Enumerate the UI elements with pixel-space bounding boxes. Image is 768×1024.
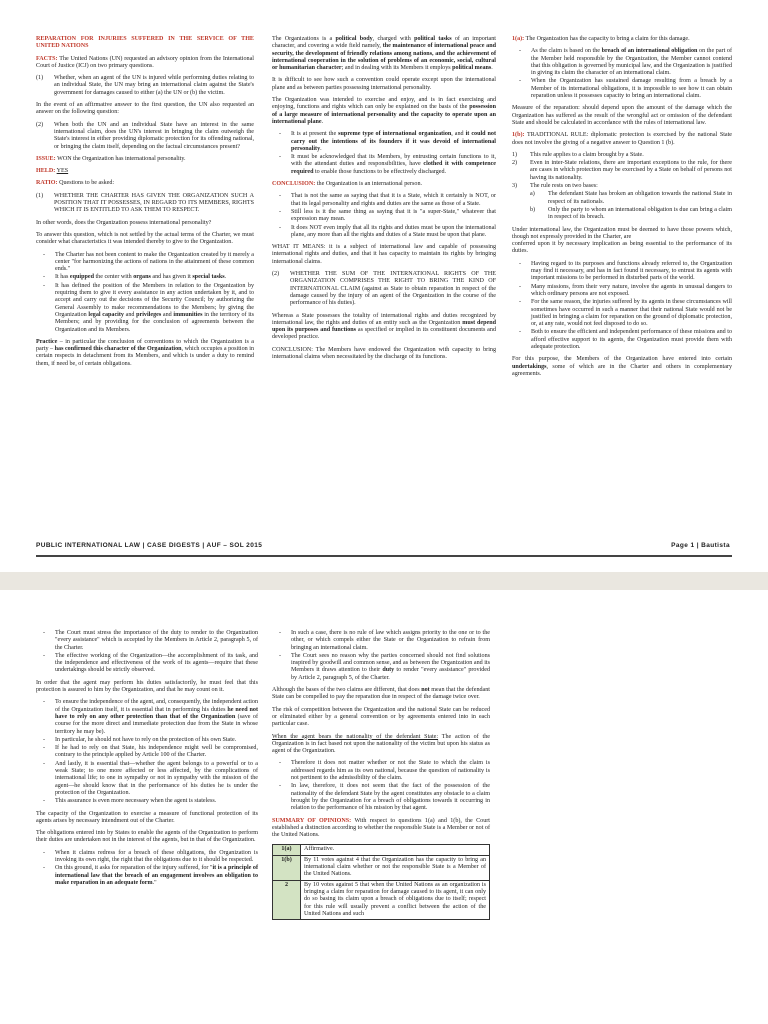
summary-answer: By 10 votes against 5 that when the United Nations as an organization is bringing a claim for reparation for damage caused to its agent, it can only do so basing its claim upon a breach of obligations due to itself; respect for this rule will usually prevent a conflict between the action of the United Nations and such	[301, 880, 490, 919]
held-paragraph: HELD: YES	[36, 168, 69, 175]
missions-bullets	[512, 261, 732, 352]
redress-bullets	[36, 850, 258, 887]
bullet-item: - When it claims redress for a breach of these obligations, the Organization is invoking its own right, the right that the obligations due to it should be respected.	[36, 850, 258, 865]
conclusion-paragraph: CONCLUSION: the Organization is an international person.	[272, 181, 423, 188]
bullet-item: - To ensure the independence of the agent, and, consequently, the independent action of the Organization itself, it is essential that in performing his duties he need not have to rely on any other protection than that of the Organization (save of course for the more direct and immediate protection due from the State in whose territory he may be).	[36, 699, 258, 735]
question-1a-paragraph: 1(a): The Organization has the capacity to bring a claim for this damage.	[512, 36, 690, 42]
question-2: (2) When both the UN and an individual State have an interest in the same international claim, does the UN's interest in bringing the claim outweigh the State's interest in either providing diplomatic protection for its offending national, or bringing the claim itself, depending on the factual circumstances present?	[36, 121, 254, 150]
footer-rule	[36, 555, 732, 557]
rule-list	[512, 152, 732, 222]
summary-table	[272, 844, 490, 920]
question-1b-paragraph: 1(b): TRADITIONAL RULE: diplomatic protection is exercised by the national State does not involve the giving of a negative answer to Question 1 (b).	[512, 132, 732, 146]
political-body-paragraph: The Organizations is a political body, charged with political tasks of an important character, and covering a wide field namely, the maintenance of international peace and security, the development of friendly relations among nations, and the achievement of international cooperation in the solution of problems of an economic, social, cultural or humanitarian character; and in dealing with its Members it employs political means.	[272, 36, 496, 72]
purpose-paragraph: For this purpose, the Members of the Organization have entered into certain undertakings, some of which are in the Charter and others in complementary agreements.	[512, 356, 732, 377]
bullet-item: - Therefore it does not matter whether or not the State to which the claim is addressed regards him as its own national, because the question of nationality is not pertinent to the admissibility of the claim.	[272, 760, 490, 782]
summary-answer: By 11 votes against 4 that the Organization has the capacity to bring an international claim whether or not the responsible State is a Member of the United Nations.	[301, 855, 490, 880]
capacity-paragraph: The capacity of the Organization to exercise a measure of functional protection of its agents arises by necessary intendment out of the Charter.	[36, 810, 258, 824]
question-list-2	[36, 122, 254, 151]
ratio-list-2	[272, 271, 496, 307]
page-footer	[36, 542, 732, 552]
nationality-bullets	[272, 760, 490, 812]
bullet-item: - On this ground, it asks for reparation of the injury suffered, for "it is a principle of international law that the breach of an engagement involves an obligation to make reparation in an adequate form."	[36, 865, 258, 887]
nationality-paragraph: When the agent bears the nationality of the defendant State: The action of the Organization is in fact based not upon the nationality of the victim but upon his status as agent of the Organization.	[272, 733, 490, 755]
intended-paragraph: The Organization was intended to exercise and enjoy, and is in fact exercising and enjoying, functions and rights which can only be explained on the basis of the possession of a large measure of international personality and the capacity to operate upon an international plane.	[272, 97, 496, 125]
bullet-item: - The Court sees no reason why the parties concerned should not find solutions inspired by goodwill and common sense, and as between the Organization and its Members it draws attention to their duty to render "every assistance" provided by Article 2, paragraph 5, of the Charter.	[272, 653, 490, 682]
bullet-item: - If he had to rely on that State, his independence might well be compromised, contrary to the principle applied by Article 100 of the Charter.	[36, 745, 258, 760]
page2-column-2	[272, 630, 490, 920]
bullet-item: - When the Organization has sustained damage resulting from a breach by a Member of its international obligations, it is impossible to see how it can obtain reparation unless it possesses capacity to bring an international claim.	[512, 78, 732, 100]
what-it-means-paragraph: WHAT IT MEANS: it is a subject of international law and capable of possessing international rights and duties, and that it has capacity to maintain its rights by bringing international claims.	[272, 244, 496, 265]
question-list	[36, 75, 254, 97]
bullet-item: - The Charter has not been content to make the Organization created by it merely a center "for harmonizing the actions of nations in the attainment of these common ends."	[36, 252, 254, 274]
bullet-item: - In law, therefore, it does not seem that the fact of the possession of the nationality of the defendant State by the agent constitutes any obstacle to a claim brought by the Organization for a breach of obligations towards it occurring in relation to the performance of his mission by that agent.	[272, 783, 490, 812]
bullet-item: - This assurance is even more necessary when the agent is stateless.	[36, 798, 258, 805]
bullet-item: - Both to ensure the efficient and independent performance of these missions and to afford effective support to its agents, the Organization must provide them with adequate protection.	[512, 329, 732, 351]
bullet-item: - In particular, he should not have to rely on the protection of his own State.	[36, 737, 258, 744]
although-paragraph: Although the bases of the two claims are different, that does not mean that the defendant State can be compelled to pay the reparation due in respect of the damage twice over.	[272, 687, 490, 701]
personality-bullets	[272, 131, 496, 176]
rule-subitem: b) Only the party to whom an international obligation is due can bring a claim in respect of its breach.	[530, 206, 732, 221]
obligations-paragraph: The obligations entered into by States to enable the agents of the Organization to perform their duties are undertaken not in the interest of the agents, but in that of the Organization.	[36, 830, 258, 844]
bullet-item: - As the claim is based on the breach of an international obligation on the part of the Member held responsible by the Organization, the Member cannot contend that this obligation is governed by municipal law, and the Organization is justified in giving its claim the character of an international claim.	[512, 48, 732, 77]
footer-title: PUBLIC INTERNATIONAL LAW | CASE DIGESTS | AUF – SOL 2015	[36, 542, 263, 549]
facts-paragraph: FACTS: The United Nations (UN) requested an advisory opinion from the International Court of Justice (ICJ) on two primary questions.	[36, 55, 254, 69]
bullet-item: - It has defined the position of the Members in relation to the Organization by requiring them to give it every assistance in any action undertaken by it, and to accept and carry out the decisions of the Security Council; by authorizing the General Assembly to make recommendations to the Members; by giving the Organization legal capacity and privileges and immunities in the territory of its Members; and by providing for the conclusion of agreements between the Organization and its Members.	[36, 283, 254, 334]
order-paragraph: In order that the agent may perform his duties satisfactorily, he must feel that this protection is assured to him by the Organization, and that he may count on it.	[36, 679, 258, 694]
summary-row	[273, 855, 490, 880]
bullet-item: - The Court must stress the importance of the duty to render to the Organization "every assistance" which is accepted by the Members in Article 2, paragraph 5, of the Charter.	[36, 630, 258, 652]
summary-question: 2	[273, 880, 301, 919]
bullet-item: - Many missions, from their very nature, involve the agents in unusual dangers to which ordinary persons are not exposed.	[512, 284, 732, 299]
ratio-question-1: (1) WHETHER THE CHARTER HAS GIVEN THE ORGANIZATION SUCH A POSITION THAT IT POSSESSES, IN REGARD TO ITS MEMBERS, RIGHTS WHICH IT IS ENTITLED TO ASK THEM TO RESPECT.	[36, 192, 254, 214]
charter-bullets	[36, 252, 254, 334]
rule-subitem: a) The defendant State has broken an obligation towards the national State in respect of its nationals.	[530, 191, 732, 205]
page1-column-3	[512, 36, 732, 383]
page1-column-2	[272, 36, 496, 366]
conclusion-2-paragraph: CONCLUSION: The Members have endowed the Organization with capacity to bring international claims when necessitated by the discharge of its functions.	[272, 346, 496, 360]
summary-answer: Affirmative.	[301, 845, 490, 855]
bullet-item: - And lastly, it is essential that—whether the agent belongs to a powerful or to a weak State; to one more affected or less affected, by the complications of international life; to one in sympathy or not in sympathy with the mission of the agent—he should know that in the performance of his duties he is under the protection of the Organization.	[36, 761, 258, 797]
bullet-item: - The effective working of the Organization—the accomplishment of its task, and the independence and effectiveness of the work of its agents—require that these undertakings should be strictly observed.	[36, 653, 258, 675]
risk-paragraph: The risk of competition between the Organization and the national State can be reduced or eliminated either by a general convention or by agreements entered into in each particular case.	[272, 706, 490, 728]
bullet-item: - It must be acknowledged that its Members, by entrusting certain functions to it, with the attendant duties and responsibilities, have clothed it with competence required to enable those functions to be effectively discharged.	[272, 154, 496, 176]
bullet-item: - It does NOT even imply that all its rights and duties must be upon the international plane, any more than all the rights and duties of a State must be upon that plane.	[272, 225, 496, 240]
ratio-list	[36, 193, 254, 215]
rule-item: 3) The rule rests on two bases:	[512, 183, 598, 190]
not-state-bullets	[272, 193, 496, 239]
bullet-item: - That is not the same as saying that that it is a State, which it certainly is NOT, or that its legal personality and rights and duties are the same as those of a State.	[272, 193, 496, 208]
practice-paragraph: Practice – in particular the conclusion of conventions to which the Organization is a party – has confirmed this character of the Organization, which occupies a position in certain respects in detachment from its Members, and which is under a duty to remind them, if need be, of certain obligations.	[36, 338, 254, 367]
convention-paragraph: It is difficult to see how such a convention could operate except upon the international plane and as between parties possessing international personality.	[272, 77, 496, 91]
rule-item: 1) This rule applies to a claim brought by a State.	[512, 151, 644, 158]
other-words-paragraph: In other words, does the Organization possess international personality?	[36, 219, 212, 226]
page1-column-1	[36, 36, 254, 373]
bullet-item: - It has equipped the center with organs and has given it special tasks.	[36, 274, 254, 281]
bullet-item: - For the same reason, the injuries suffered by its agents in these circumstances will sometimes have occurred in such a manner that their national State would not be justified in bringing a claim for reparation on the ground of diplomatic protection, or, at any rate, would not feel disposed to do so.	[512, 299, 732, 328]
issue-paragraph: ISSUE: WON the Organization has international personality.	[36, 155, 186, 162]
footer-page-number: Page 1 | Bautista	[671, 542, 730, 549]
assistance-bullets	[36, 630, 258, 675]
document-page-2	[0, 590, 768, 1024]
bullet-item: - It is at present the supreme type of international organization, and it could not carry out the intentions of its founders if it was devoid of international personality.	[272, 131, 496, 153]
affirmative-paragraph: In the event of an affirmative answer to the first question, the UN also requested an answer on the following question:	[36, 102, 254, 116]
priority-bullets	[272, 630, 490, 682]
summary-row	[273, 845, 490, 855]
case-title: REPARATION FOR INJURIES SUFFERED IN THE SERVICE OF THE UNITED NATIONS	[36, 36, 254, 50]
summary-question: 1(a)	[273, 845, 301, 855]
page2-column-1	[36, 630, 258, 892]
question-1: (1) Whether, when an agent of the UN is injured while performing duties relating to an individual State, the UN may bring an international claim against the State's government for damages caused to either (a) the UN or (b) the victim.	[36, 75, 254, 96]
independence-bullets	[36, 699, 258, 805]
measure-paragraph: Measure of the reparation: should depend upon the amount of the damage which the Organization has suffered as the result of the wrongful act or omission of the defendant State and should be calculated in accordance with the rules of international law.	[512, 105, 732, 126]
summary-paragraph: SUMMARY OF OPINIONS: With respect to questions 1(a) and 1(b), the Court established a distinction according to whether the responsible State is a Member or not of the United Nations.	[272, 817, 490, 839]
summary-question: 1(b)	[273, 855, 301, 880]
bullet-item: - Having regard to its purposes and functions already referred to, the Organization may find it necessary, and has in fact found it necessary, to entrust its agents with important missions to be performed in disturbed parts of the world.	[512, 261, 732, 283]
summary-row	[273, 880, 490, 919]
under-international-law-paragraph: Under international law, the Organization must be deemed to have those powers which, though not expressly provided in the Charter, are conferred upon it by necessary implication as being essential to the performance of its duties.	[512, 226, 732, 255]
bullet-item: - In such a case, there is no rule of law which assigns priority to the one or to the other, or which compels either the State or the Organization to refrain from bringing an international claim.	[272, 630, 490, 652]
answer-paragraph: To answer this question, which is not settled by the actual terms of the Charter, we must consider what characteristics it was intended thereby to give to the Organization.	[36, 231, 254, 246]
whereas-paragraph: Whereas a State possesses the totality of international rights and duties recognized by international law, the rights and duties of an entity such as the Organization must depend upon its purposes and functions as specified or implied in its constituent documents and developed practice.	[272, 312, 496, 341]
claim-bullets	[512, 48, 732, 100]
bullet-item: - Still less is it the same thing as saying that it is "a super-State," whatever that expression may mean.	[272, 209, 496, 224]
ratio-paragraph: RATIO: Questions to be asked:	[36, 180, 115, 187]
ratio-question-2: (2) WHETHER THE SUM OF THE INTERNATIONAL RIGHTS OF THE ORGANIZATION COMPRISES THE RIGHT TO BRING THE KIND OF INTERNATIONAL CLAIM (against as State to obtain reparation in respect of the damage caused by the injury of an agent of the Organization in the course of the performance of his duties).	[272, 271, 496, 307]
rule-item: 2) Even in inter-State relations, there are important exceptions to the rule, for there are cases in which protection may be exercised by a State on behalf of persons not having its nationality.	[512, 160, 732, 181]
